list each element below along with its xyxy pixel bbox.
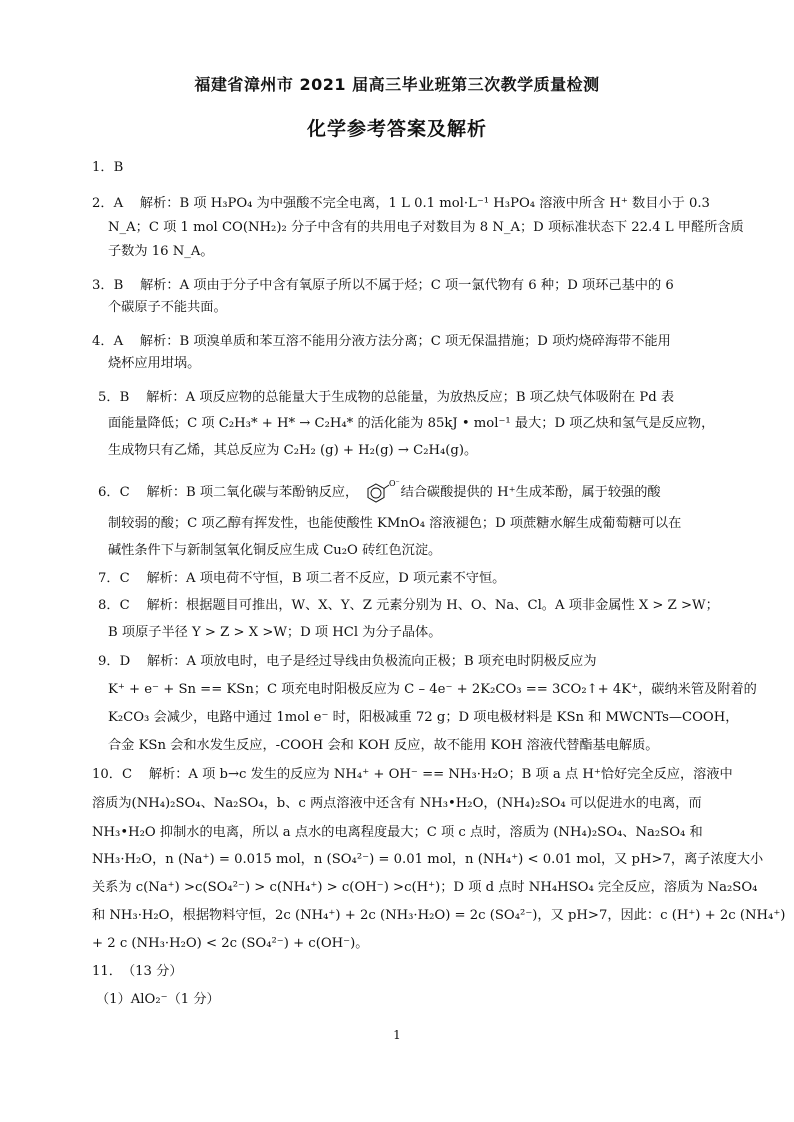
- explanation-line: N_A；C 项 1 mol CO(NH₂)₂ 分子中含有的共用电子对数目为 8 N_A；D 项标准状态下 22.4 L 甲醛所含质: [108, 220, 744, 235]
- item-answer: A: [113, 334, 124, 349]
- item-answer: D: [119, 654, 131, 669]
- explanation-line: 和 NH₃·H₂O，根据物料守恒，2c (NH₄⁺) + 2c (NH₃·H₂O) = 2c (SO₄²⁻)，又 pH>7，因此：c (H⁺) + 2c (NH₄⁺): [92, 908, 786, 923]
- item-number: 6．: [98, 485, 120, 500]
- item-answer: C: [119, 485, 130, 500]
- item-answer: B: [119, 390, 130, 405]
- explanation-line: NH₃·H₂O，n (Na⁺) = 0.015 mol，n (SO₄²⁻) = 0.01 mol，n (NH₄⁺) < 0.01 mol，又 pH>7，离子浓度大小: [92, 852, 764, 867]
- explanation-line: 碱性条件下与新制氢氧化铜反应生成 Cu₂O 砖红色沉淀。: [108, 543, 442, 558]
- explanation-line: NH₃•H₂O 抑制水的电离，所以 a 点水的电离程度最大；C 项 c 点时，溶质为 (NH₄)₂SO₄、Na₂SO₄ 和: [92, 825, 703, 840]
- item-number: 1．: [92, 160, 114, 175]
- document-subtitle: 化学参考答案及解析: [306, 118, 487, 140]
- answer-item-2: [92, 194, 710, 214]
- item-number: 7．: [98, 571, 120, 586]
- item-number: 4．: [92, 334, 114, 349]
- document-title: 福建省漳州市 2021 届高三毕业班第三次教学质量检测: [194, 75, 600, 94]
- item-number: 10．: [92, 767, 122, 782]
- explanation-line: 个碳原子不能共面。: [108, 300, 227, 315]
- explanation-line: K₂CO₃ 会减少，电路中通过 1mol e⁻ 时，阳极减重 72 g；D 项电极材料是 KSn 和 MWCNTs—COOH，: [108, 710, 739, 725]
- explanation-line: 解析：A 项放电时，电子是经过导线由负极流向正极；B 项充电时阴极反应为: [146, 654, 597, 669]
- item-number: 9．: [98, 654, 120, 669]
- explanation-line: 溶质为(NH₄)₂SO₄、Na₂SO₄，b、c 两点溶液中还含有 NH₃•H₂O，(NH₄)₂SO₄ 可以促进水的电离，而: [92, 796, 702, 811]
- item-answer: C: [119, 598, 130, 613]
- explanation-line: 制较弱的酸；C 项乙醇有挥发性，也能使酸性 KMnO₄ 溶液褪色；D 项蔗糖水解生成葡萄糖可以在: [108, 516, 682, 531]
- item-answer: C: [119, 571, 130, 586]
- page-number: 1: [393, 1028, 401, 1042]
- explanation-line: 生成物只有乙烯，其总反应为 C₂H₂ (g) + H₂(g) → C₂H₄(g)。: [108, 443, 478, 458]
- item-number: 2．: [92, 196, 114, 211]
- item-answer: C: [121, 767, 133, 782]
- explanation-line: 解析：B 项二氧化碳与苯酚钠反应，: [146, 485, 359, 500]
- explanation-line: B 项原子半径 Y > Z > X >W；D 项 HCl 为分子晶体。: [108, 625, 442, 640]
- explanation-line: 解析：B 项溴单质和苯互溶不能用分液方法分离；C 项无保温措施；D 项灼烧碎海带不能用: [139, 334, 671, 349]
- answer-item-7: [98, 569, 505, 589]
- explanation-line: 解析：A 项反应物的总能量大于生成物的总能量，为放热反应；B 项乙炔气体吸附在 Pd 表: [146, 390, 675, 405]
- phenoxide-charge-label: O⁻: [389, 478, 401, 488]
- explanation-line: 子数为 16 N_A。: [108, 244, 214, 259]
- item-answer: B: [113, 278, 124, 293]
- answer-item-11: [92, 962, 183, 982]
- answer-item-9: [98, 652, 597, 672]
- item-number: 3．: [92, 278, 114, 293]
- item-number: 5．: [98, 390, 120, 405]
- explanation-line: 解析：A 项 b→c 发生的反应为 NH₄⁺ + OH⁻ == NH₃·H₂O；B 项 a 点 H⁺恰好完全反应，溶液中: [148, 767, 733, 782]
- explanation-line: 解析：A 项由于分子中含有氧原子所以不属于烃；C 项一氯代物有 6 种；D 项环己基中的 6: [140, 278, 674, 293]
- answer-item-1: [92, 158, 123, 178]
- item-number: 11．: [92, 964, 122, 979]
- answer-item-3: [92, 276, 674, 296]
- answer-item-8: [98, 596, 719, 616]
- explanation-line: 解析：根据题目可推出，W、X、Y、Z 元素分别为 H、O、Na、Cl。A 项非金属性 X > Z >W；: [146, 598, 719, 613]
- answer-item-5: [98, 388, 674, 408]
- item-answer: B: [113, 160, 124, 175]
- explanation-line: 合金 KSn 会和水发生反应，-COOH 会和 KOH 反应，故不能用 KOH 溶液代替酯基电解质。: [108, 738, 659, 753]
- phenoxide-structure-icon: [362, 478, 401, 506]
- explanation-line: 解析：A 项电荷不守恒，B 项二者不反应，D 项元素不守恒。: [146, 571, 506, 586]
- explanation-line: + 2 c (NH₃·H₂O) < 2c (SO₄²⁻) + c(OH⁻)。: [92, 936, 369, 951]
- item-number: 8．: [98, 598, 120, 613]
- item-score: （13 分）: [121, 964, 183, 979]
- sub-answer-1: （1）AlO₂⁻（1 分）: [96, 992, 220, 1007]
- explanation-line: 关系为 c(Na⁺) >c(SO₄²⁻) > c(NH₄⁺) > c(OH⁻) >c(H⁺)；D 项 d 点时 NH₄HSO₄ 完全反应，溶质为 Na₂SO₄: [92, 880, 758, 895]
- explanation-line: 面能量降低；C 项 C₂H₃* + H* → C₂H₄* 的活化能为 85kJ • mol⁻¹ 最大；D 项乙炔和氢气是反应物，: [108, 416, 715, 431]
- explanation-line: 烧杯应用坩埚。: [108, 356, 201, 371]
- answer-item-4: [92, 332, 671, 352]
- item-answer: A: [113, 196, 124, 211]
- answer-item-6: [98, 478, 661, 508]
- answer-item-10: [92, 765, 733, 785]
- explanation-line: 结合碳酸提供的 H⁺生成苯酚，属于较强的酸: [400, 485, 661, 500]
- explanation-line: 解析：B 项 H₃PO₄ 为中强酸不完全电离，1 L 0.1 mol·L⁻¹ H₃PO₄ 溶液中所含 H⁺ 数目小于 0.3: [139, 196, 710, 211]
- explanation-line: K⁺ + e⁻ + Sn == KSn；C 项充电时阳极反应为 C – 4e⁻ + 2K₂CO₃ == 3CO₂↑+ 4K⁺，碳纳米管及附着的: [108, 682, 757, 697]
